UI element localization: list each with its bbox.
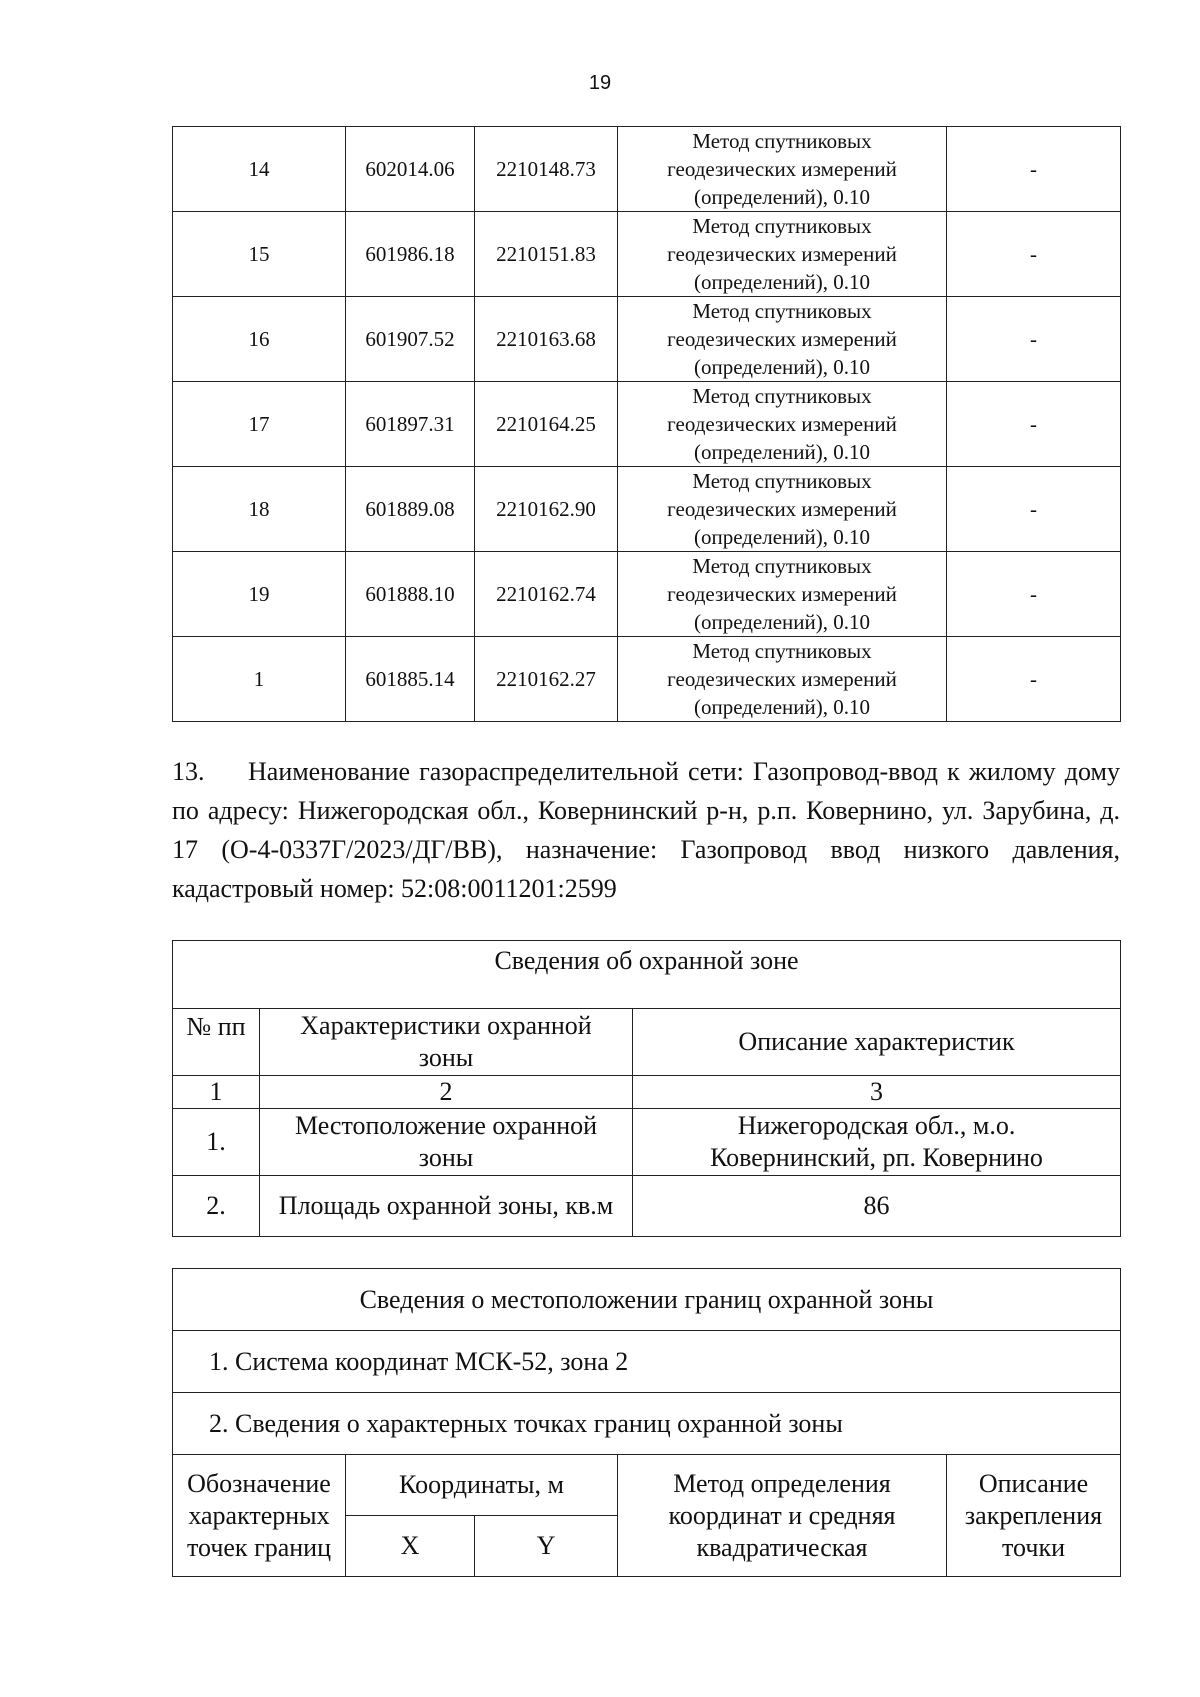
header-characteristic-line-2: зоны [418, 1043, 474, 1072]
coordinates-table [172, 126, 1121, 722]
y-coordinate-cell: 2210162.90 [475, 467, 618, 552]
x-coordinate-cell: 601907.52 [346, 297, 475, 382]
header-designation-line-3: точек границ [186, 1532, 332, 1562]
header-designation-line-1: Обозначение [187, 1468, 331, 1498]
zone-row-2-num: 2. [173, 1176, 260, 1237]
header-fixing-line-1: Описание [978, 1468, 1089, 1498]
method-line: (определений), 0.10 [693, 695, 871, 719]
zone-row-2-characteristic: Площадь охранной зоны, кв.м [260, 1176, 633, 1237]
bounds-table-title: Сведения о местоположении границ охранной зоны [173, 1269, 1121, 1331]
y-coordinate-cell: 2210162.27 [475, 637, 618, 722]
section-13-paragraph [172, 752, 1120, 908]
method-line: Метод спутниковых [692, 639, 872, 663]
method-cell [618, 297, 947, 382]
x-coordinate-cell: 601986.18 [346, 212, 475, 297]
method-line: (определений), 0.10 [693, 610, 871, 634]
zone-row-1-value-line-2: Ковернинский, рп. Ковернино [710, 1143, 1043, 1172]
table-row [173, 212, 1121, 297]
zone-row-1-characteristic-line-1: Местоположение охранной [294, 1111, 598, 1140]
y-coordinate-cell: 2210148.73 [475, 127, 618, 212]
fixing-description-cell: - [947, 127, 1121, 212]
zone-row-1-value-line-1: Нижегородская обл., м.о. [737, 1111, 1016, 1140]
zone-row-1-characteristic [260, 1109, 633, 1176]
header-fixing-line-3: точки [1002, 1532, 1065, 1562]
method-line: геодезических измерений [667, 157, 897, 181]
method-line: Метод спутниковых [692, 384, 872, 408]
method-line: геодезических измерений [667, 497, 897, 521]
method-line: (определений), 0.10 [693, 270, 871, 294]
header-method [618, 1455, 947, 1577]
zone-table-title: Сведения об охранной зоне [173, 941, 1121, 1009]
header-y: Y [475, 1516, 618, 1577]
method-line: Метод спутниковых [692, 299, 872, 323]
table-row [173, 467, 1121, 552]
header-method-line-2: координат и средняя [668, 1500, 896, 1530]
section-number: 13. [172, 757, 205, 786]
point-id-cell: 1 [173, 637, 346, 722]
page-number: 19 [588, 72, 612, 94]
header-fixing-line-2: закрепления [964, 1500, 1103, 1530]
table-row [173, 637, 1121, 722]
zone-row-1-value [633, 1109, 1121, 1176]
method-line: (определений), 0.10 [693, 185, 871, 209]
header-description: Описание характеристик [633, 1009, 1121, 1076]
fixing-description-cell: - [947, 297, 1121, 382]
header-designation [173, 1455, 346, 1577]
x-coordinate-cell: 601889.08 [346, 467, 475, 552]
index-cell-3: 3 [633, 1076, 1121, 1109]
header-fixing [947, 1455, 1121, 1577]
table-row [173, 127, 1121, 212]
point-id-cell: 19 [173, 552, 346, 637]
method-line: (определений), 0.10 [693, 355, 871, 379]
zone-row-1-num: 1. [173, 1109, 260, 1176]
fixing-description-cell: - [947, 637, 1121, 722]
x-coordinate-cell: 602014.06 [346, 127, 475, 212]
protection-zone-table [172, 940, 1121, 1237]
boundary-location-table [172, 1268, 1121, 1577]
method-line: геодезических измерений [667, 412, 897, 436]
fixing-description-cell: - [947, 382, 1121, 467]
method-line: Метод спутниковых [692, 129, 872, 153]
point-id-cell: 14 [173, 127, 346, 212]
x-coordinate-cell: 601885.14 [346, 637, 475, 722]
method-line: геодезических измерений [667, 242, 897, 266]
points-title-row: 2. Сведения о характерных точках границ охранной зоны [173, 1393, 1121, 1455]
header-coordinates: Координаты, м [346, 1455, 618, 1516]
table-row [173, 552, 1121, 637]
method-line: геодезических измерений [667, 667, 897, 691]
fixing-description-cell: - [947, 467, 1121, 552]
header-characteristic-line-1: Характеристики охранной [300, 1011, 592, 1040]
y-coordinate-cell: 2210151.83 [475, 212, 618, 297]
header-designation-line-2: характерных [188, 1500, 330, 1530]
header-characteristic [260, 1009, 633, 1076]
method-line: Метод спутниковых [692, 214, 872, 238]
method-cell [618, 212, 947, 297]
method-cell [618, 552, 947, 637]
zone-row-2-value: 86 [633, 1176, 1121, 1237]
method-line: геодезических измерений [667, 582, 897, 606]
header-x: X [346, 1516, 475, 1577]
index-cell-1: 1 [173, 1076, 260, 1109]
point-id-cell: 15 [173, 212, 346, 297]
coordinate-system-row: 1. Система координат МСК-52, зона 2 [173, 1331, 1121, 1393]
header-num: № пп [173, 1009, 260, 1076]
x-coordinate-cell: 601888.10 [346, 552, 475, 637]
fixing-description-cell: - [947, 212, 1121, 297]
method-line: Метод спутниковых [692, 469, 872, 493]
y-coordinate-cell: 2210163.68 [475, 297, 618, 382]
section-text: Наименование газораспределительной сети: Газопровод-ввод к жилому дому по адресу: Нижегородская обл., Ковернинский р-н, р.п. Ковернино, ул. Зарубина, д. 17 (О-4-0337Г/2023/ДГ/ВВ), назначение: Газопровод ввод низкого давления, кадастровый номер: 52:08:0011201:2599 [172, 757, 1120, 903]
index-cell-2: 2 [260, 1076, 633, 1109]
table-row [173, 297, 1121, 382]
fixing-description-cell: - [947, 552, 1121, 637]
point-id-cell: 18 [173, 467, 346, 552]
method-line: (определений), 0.10 [693, 525, 871, 549]
y-coordinate-cell: 2210164.25 [475, 382, 618, 467]
method-line: (определений), 0.10 [693, 440, 871, 464]
method-line: Метод спутниковых [692, 554, 872, 578]
method-line: геодезических измерений [667, 327, 897, 351]
point-id-cell: 17 [173, 382, 346, 467]
method-cell [618, 127, 947, 212]
method-cell [618, 637, 947, 722]
header-method-line-3: квадратическая [696, 1532, 868, 1562]
x-coordinate-cell: 601897.31 [346, 382, 475, 467]
header-method-line-1: Метод определения [673, 1468, 891, 1498]
table-row [173, 382, 1121, 467]
y-coordinate-cell: 2210162.74 [475, 552, 618, 637]
zone-row-1-characteristic-line-2: зоны [418, 1143, 474, 1172]
point-id-cell: 16 [173, 297, 346, 382]
method-cell [618, 467, 947, 552]
method-cell [618, 382, 947, 467]
